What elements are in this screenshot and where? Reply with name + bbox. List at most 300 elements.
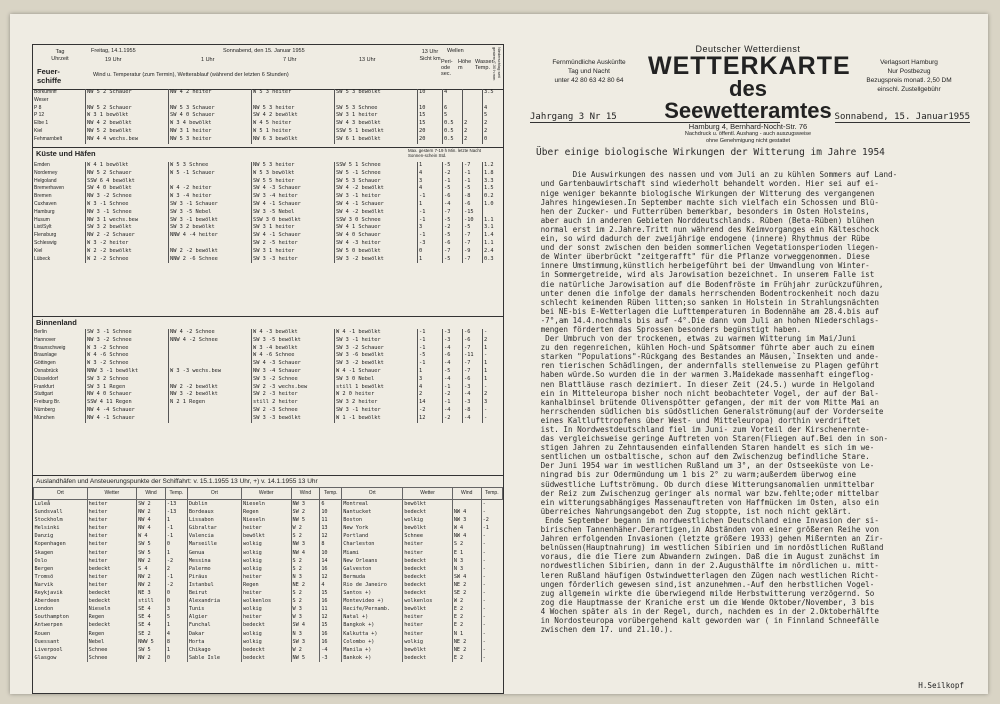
- table-cell: SW 4 -3 heiter: [335, 240, 418, 248]
- column-header: Temp.: [165, 488, 187, 500]
- table-cell: 3: [165, 605, 187, 613]
- table-cell: SW 3 -5 Nebel: [252, 209, 335, 217]
- table-cell: -1: [418, 209, 443, 217]
- table-cell: SW 3 -2 bewölkt: [335, 256, 418, 264]
- table-cell: heiter: [87, 557, 137, 565]
- table-cell: -1: [418, 329, 443, 337]
- table-cell: NNW 4 -4 heiter: [169, 232, 252, 240]
- table-cell: NW 3 -4 Schauer: [252, 368, 335, 376]
- table-cell: -: [481, 621, 502, 629]
- table-cell: [463, 105, 483, 113]
- table-cell: NW 4 -4 Schauer: [86, 407, 169, 415]
- time-13: 13 Uhr: [359, 57, 376, 63]
- table-cell: -5: [443, 368, 463, 376]
- table-cell: 3: [483, 399, 504, 407]
- table-cell: Berlin: [34, 329, 47, 335]
- table-cell: 1: [165, 516, 187, 524]
- table-cell: Skagen: [34, 549, 54, 556]
- table-cell: 1.0: [483, 201, 504, 209]
- table-cell: W 3: [291, 613, 320, 621]
- table-cell: 1: [418, 201, 443, 209]
- table-cell: NW 2: [137, 508, 166, 516]
- table-cell: Nieseln: [241, 500, 291, 509]
- table-cell: SW 3 -1 heiter: [335, 407, 418, 415]
- periode-label: Peri-ode sec.: [441, 59, 453, 77]
- time-13b: 13 Uhr: [421, 49, 439, 55]
- table-cell: NW 5 3 heiter: [252, 162, 335, 170]
- table-cell: heiter: [87, 581, 137, 589]
- table-cell: bewölkt: [403, 605, 453, 613]
- table-cell: 6: [320, 500, 342, 509]
- auslandhafen-row: [34, 630, 503, 638]
- table-cell: 12: [320, 532, 342, 540]
- table-cell: 0: [418, 248, 443, 256]
- binnen-row: [33, 337, 503, 345]
- table-cell: NW 4 -1 Schauer: [86, 415, 169, 423]
- table-cell: 1: [165, 621, 187, 629]
- table-cell: SW 4 -1 Schauer: [252, 232, 335, 240]
- table-cell: -3: [320, 654, 342, 662]
- table-cell: N 3: [452, 557, 481, 565]
- table-cell: -1: [443, 399, 463, 407]
- table-cell: 16: [320, 565, 342, 573]
- table-cell: [169, 352, 252, 360]
- table-cell: heiter: [403, 621, 453, 629]
- table-cell: 10: [418, 89, 443, 97]
- table-cell: W 4 -2 heiter: [169, 185, 252, 193]
- table-cell: -6: [443, 193, 463, 201]
- table-cell: NW 5 3 heiter: [169, 136, 252, 144]
- table-cell: 11: [320, 605, 342, 613]
- table-cell: Danzig: [34, 533, 54, 540]
- table-cell: SW 5: [137, 540, 166, 548]
- table-cell: -7: [443, 209, 463, 217]
- table-cell: Stuttgart: [34, 391, 53, 398]
- table-cell: 2: [483, 391, 504, 399]
- auslandhafen-row: [34, 613, 503, 621]
- sonnen-label: Sonnen-schein Std.: [408, 153, 447, 158]
- table-cell: Sable Isle: [187, 654, 241, 662]
- binnen-row: [33, 407, 503, 415]
- table-cell: Beirut: [187, 589, 241, 597]
- table-cell: NW 5 3 heiter: [252, 105, 335, 113]
- table-cell: -5: [443, 217, 463, 225]
- table-cell: 12: [320, 613, 342, 621]
- auslandhafen-row: [34, 605, 503, 613]
- table-cell: [169, 240, 252, 248]
- table-cell: Funchal: [187, 621, 241, 629]
- table-cell: W 5 -1 Schauer: [169, 170, 252, 178]
- table-cell: W 5 3 bewölkt: [252, 170, 335, 178]
- table-cell: -11: [463, 352, 483, 360]
- table-cell: -3: [463, 399, 483, 407]
- table-cell: -: [481, 597, 502, 605]
- table-cell: SW 3 2 bewölkt: [169, 224, 252, 232]
- table-cell: SW 3 1 heiter: [252, 248, 335, 256]
- table-cell: Weser: [34, 96, 49, 103]
- kueste-row: [33, 170, 503, 178]
- table-cell: 2: [463, 120, 483, 128]
- table-cell: SW 4 -3 Schauer: [252, 360, 335, 368]
- table-cell: -5: [443, 162, 463, 170]
- table-cell: Glasgow: [34, 654, 57, 661]
- table-cell: N 3: [452, 565, 481, 573]
- column-header: Wetter: [403, 488, 453, 500]
- table-cell: Nantucket: [342, 508, 403, 516]
- table-cell: heiter: [241, 573, 291, 581]
- table-cell: SSW 5 1 bewölkt: [335, 128, 418, 136]
- table-cell: -8: [463, 407, 483, 415]
- table-cell: W 3 -3 wechs.bew: [169, 368, 252, 376]
- table-cell: heiter: [403, 630, 453, 638]
- table-cell: NW 5 2 Schauer: [86, 105, 169, 113]
- table-cell: Genua: [187, 549, 241, 557]
- table-cell: heiter: [87, 540, 137, 548]
- table-cell: [463, 97, 483, 105]
- table-cell: NW 2: [137, 573, 166, 581]
- table-cell: NW 5 2 Schauer: [86, 170, 169, 178]
- table-cell: SE 2: [137, 630, 166, 638]
- table-cell: 0: [165, 654, 187, 662]
- kueste-row: [33, 193, 503, 201]
- table-cell: -2: [443, 170, 463, 178]
- table-cell: NE 2: [452, 638, 481, 646]
- table-cell: bewölkt: [403, 500, 453, 509]
- table-cell: SW 5 3 bewölkt: [335, 89, 418, 97]
- auslandhafen-row: [34, 508, 503, 516]
- table-cell: 4: [418, 384, 443, 392]
- table-cell: [169, 97, 252, 105]
- table-cell: NE 2: [291, 581, 320, 589]
- auslandhaefen-table: [33, 487, 503, 662]
- table-cell: [452, 500, 481, 509]
- table-cell: NW 4 4 wechs.bew: [86, 136, 169, 144]
- auslandhafen-row: [34, 638, 503, 646]
- table-cell: W 5 3 Schnee: [169, 162, 252, 170]
- table-cell: 16: [320, 638, 342, 646]
- table-cell: -: [481, 532, 502, 540]
- table-cell: Bermuda: [342, 573, 403, 581]
- article-title: Über einige biologische Wirkungen der Witterung im Jahre 1954: [536, 147, 885, 159]
- table-cell: 13: [320, 524, 342, 532]
- table-cell: 1: [418, 256, 443, 264]
- table-cell: -: [481, 573, 502, 581]
- table-cell: heiter: [403, 549, 453, 557]
- table-cell: -1: [165, 532, 187, 540]
- table-cell: Sundsvall: [34, 509, 63, 516]
- table-cell: SW 3 -3 heiter: [252, 256, 335, 264]
- table-cell: -6: [463, 201, 483, 209]
- kueste-row: [33, 217, 503, 225]
- table-cell: Schnee: [87, 654, 137, 662]
- table-cell: Dakar: [187, 630, 241, 638]
- table-cell: W 3 -2 Schnee: [86, 360, 169, 368]
- table-cell: 3: [418, 376, 443, 384]
- table-cell: 16: [320, 630, 342, 638]
- table-cell: -: [481, 540, 502, 548]
- table-cell: -: [481, 646, 502, 654]
- table-cell: W 5 1 heiter: [252, 128, 335, 136]
- table-cell: NW 3: [291, 540, 320, 548]
- table-cell: S 2: [291, 589, 320, 597]
- table-cell: NE 3: [137, 589, 166, 597]
- column-header: Wind: [452, 488, 481, 500]
- table-cell: Gibraltar: [187, 524, 241, 532]
- weather-map-sheet: [10, 14, 988, 694]
- table-cell: NW 4: [291, 549, 320, 557]
- sicht-label: Sicht km: [419, 56, 441, 62]
- table-cell: heiter: [87, 524, 137, 532]
- table-cell: NW 3: [291, 500, 320, 509]
- uhrzeit-label: Uhrzeit: [51, 56, 69, 62]
- table-cell: -: [483, 407, 504, 415]
- table-cell: 4: [443, 89, 463, 97]
- table-cell: Boston: [342, 516, 403, 524]
- table-cell: [169, 345, 252, 353]
- table-cell: NW 3 -2 bewölkt: [169, 391, 252, 399]
- table-cell: 15: [418, 120, 443, 128]
- table-cell: SW 3 2 heiter: [335, 399, 418, 407]
- table-cell: -6: [443, 352, 463, 360]
- table-cell: W 4: [137, 532, 166, 540]
- publisher: Deutscher Wetterdienst: [695, 44, 801, 54]
- table-cell: -6: [443, 240, 463, 248]
- kueste-row: [33, 224, 503, 232]
- table-cell: 1: [418, 368, 443, 376]
- table-cell: -8: [463, 193, 483, 201]
- auslandhafen-row: [34, 549, 503, 557]
- table-cell: Schleswig: [34, 239, 57, 246]
- table-cell: W 2 -2 Schnee: [86, 256, 169, 264]
- table-cell: 1: [483, 345, 504, 353]
- table-cell: 0: [165, 589, 187, 597]
- table-cell: -: [481, 557, 502, 565]
- table-cell: S 2: [291, 565, 320, 573]
- table-cell: -: [481, 581, 502, 589]
- feuerschiff-row: [33, 97, 503, 105]
- table-cell: 2: [483, 128, 504, 136]
- table-cell: Dublin: [187, 500, 241, 509]
- kueste-row: [33, 248, 503, 256]
- table-cell: -9: [463, 248, 483, 256]
- wellen-label: Wellen: [447, 48, 464, 54]
- table-cell: Algier: [187, 613, 241, 621]
- table-cell: 5: [165, 613, 187, 621]
- kueste-row: [33, 209, 503, 217]
- table-cell: [169, 376, 252, 384]
- table-cell: -3: [418, 240, 443, 248]
- table-cell: heiter: [241, 613, 291, 621]
- table-cell: heiter: [403, 613, 453, 621]
- table-cell: E 2: [452, 654, 481, 662]
- issue-date: Sonnabend, 15. Januar1955: [834, 112, 970, 122]
- table-cell: München: [34, 414, 55, 421]
- kueste-row: [33, 232, 503, 240]
- table-cell: Lübeck: [34, 255, 51, 262]
- table-cell: -2: [443, 224, 463, 232]
- table-cell: Santos +): [342, 589, 403, 597]
- table-cell: -2: [481, 516, 502, 524]
- article: [536, 130, 966, 643]
- table-cell: W 4 -3 bewölkt: [252, 329, 335, 337]
- table-cell: -7: [463, 240, 483, 248]
- table-cell: P 8: [34, 104, 42, 111]
- table-cell: [252, 97, 335, 105]
- table-cell: S 2: [452, 540, 481, 548]
- table-cell: -: [483, 352, 504, 360]
- table-cell: Elbe 1: [34, 120, 49, 127]
- table-cell: SW 3 -1 Schauer: [169, 201, 252, 209]
- table-cell: SW 2 -3 wechs.bew: [252, 384, 335, 392]
- table-cell: -2: [418, 407, 443, 415]
- table-cell: S 2: [291, 597, 320, 605]
- table-cell: 2: [483, 337, 504, 345]
- table-cell: Horta: [187, 638, 241, 646]
- table-cell: -5: [463, 224, 483, 232]
- table-cell: -5: [463, 185, 483, 193]
- table-cell: SW 3 1 heiter: [335, 112, 418, 120]
- table-cell: 16: [320, 597, 342, 605]
- column-header: Ort: [187, 488, 241, 500]
- table-cell: W 5 3 heiter: [252, 89, 335, 97]
- table-cell: NW 4 2 heiter: [169, 89, 252, 97]
- table-cell: SW 3 1 heiter: [252, 224, 335, 232]
- table-cell: Norderney: [34, 169, 58, 176]
- table-cell: SW 5 3 Schnee: [335, 105, 418, 113]
- table-cell: Regen: [241, 508, 291, 516]
- table-cell: 2: [463, 128, 483, 136]
- table-cell: bedeckt: [403, 565, 453, 573]
- table-cell: -: [481, 565, 502, 573]
- table-cell: Hannover: [34, 336, 56, 343]
- table-cell: -1: [418, 193, 443, 201]
- table-cell: SW 3 -5 bewölkt: [252, 337, 335, 345]
- table-cell: -6: [463, 329, 483, 337]
- table-cell: Tunis: [187, 605, 241, 613]
- kueste-row: [33, 240, 503, 248]
- table-cell: -6: [463, 337, 483, 345]
- niederschlag-label: Niederschlag seit gestern 7.30 h mm: [492, 47, 502, 81]
- table-cell: SE 4: [137, 621, 166, 629]
- table-cell: -3: [443, 337, 463, 345]
- table-cell: 1.1: [483, 217, 504, 225]
- table-cell: Southampton: [34, 614, 69, 621]
- table-cell: 2.4: [483, 248, 504, 256]
- table-cell: Alexandria: [187, 597, 241, 605]
- table-cell: W 3 -2 Schnee: [86, 345, 169, 353]
- table-cell: Messina: [187, 557, 241, 565]
- table-cell: New Orleans: [342, 557, 403, 565]
- table-cell: Helsinki: [34, 525, 60, 532]
- table-cell: E 2: [452, 605, 481, 613]
- table-cell: SSW 3 0 Schnee: [335, 217, 418, 225]
- kueste-row: [33, 162, 503, 170]
- table-cell: Rio de Janeiro: [342, 581, 403, 589]
- table-cell: SW 5 0 bewölkt: [335, 248, 418, 256]
- table-cell: SW 3 -5 Nebel: [169, 209, 252, 217]
- table-cell: NW 3 -2 Schnee: [86, 337, 169, 345]
- table-cell: NW 6 3 bewölkt: [252, 136, 335, 144]
- table-cell: -15: [463, 209, 483, 217]
- table-cell: SW 4 0 Schauer: [169, 112, 252, 120]
- table-cell: NW 4: [137, 524, 166, 532]
- table-cell: W 4 -1 Schauer: [335, 368, 418, 376]
- table-cell: W 3 -1 Schnee: [86, 201, 169, 209]
- table-cell: -5: [443, 185, 463, 193]
- table-cell: [169, 360, 252, 368]
- wind-note: Wind u. Temperatur (zum Termin), Wetterablauf (während der letzten 6 Stunden): [93, 72, 289, 78]
- table-cell: Marseille: [187, 540, 241, 548]
- table-cell: NNW 3 -1 bewölkt: [86, 368, 169, 376]
- auslandhafen-row: [34, 532, 503, 540]
- auslandhafen-row: [34, 565, 503, 573]
- auslandhafen-row: [34, 621, 503, 629]
- table-cell: -1: [165, 573, 187, 581]
- table-cell: W 3 -2 heiter: [86, 240, 169, 248]
- table-cell: NW 3 -2 Schnee: [86, 193, 169, 201]
- table-cell: S 4: [137, 565, 166, 573]
- table-cell: 3: [418, 178, 443, 186]
- table-cell: SW 4 -1 Schauer: [252, 201, 335, 209]
- table-cell: SW 4 -3 Schauer: [252, 185, 335, 193]
- binnen-section-title: Binnenland: [33, 316, 504, 329]
- table-cell: Bangkok +): [342, 621, 403, 629]
- time-7: 7 Uhr: [283, 57, 297, 63]
- table-cell: Istanbul: [187, 581, 241, 589]
- table-cell: NW 4 2 bewölkt: [86, 120, 169, 128]
- table-cell: [418, 97, 443, 105]
- table-cell: -7: [463, 232, 483, 240]
- table-cell: [463, 112, 483, 120]
- table-cell: SW 3 -2 Schnee: [252, 376, 335, 384]
- auslandhaefen-title: Auslandhäfen und Ansteuerungspunkte der Schiffahrt: v. 15.1.1955 13 Uhr, +) v. 14.1.1955 13 Uhr: [33, 475, 503, 487]
- table-cell: Cuxhaven: [34, 200, 57, 207]
- column-header: Wetter: [241, 488, 291, 500]
- table-cell: Piräus: [187, 573, 241, 581]
- table-cell: SE 4: [137, 613, 166, 621]
- table-cell: 2: [483, 120, 504, 128]
- table-cell: Fehmarnbelt: [34, 135, 63, 142]
- table-cell: SW 3 -1 bewölkt: [169, 217, 252, 225]
- table-cell: SW 4 -2 bewölkt: [335, 185, 418, 193]
- kueste-row: [33, 178, 503, 186]
- binnen-row: [33, 368, 503, 376]
- table-cell: NW 3 -1 Schnee: [86, 209, 169, 217]
- table-cell: SSW 5 1 Schnee: [335, 162, 418, 170]
- table-cell: SW 3 -1 Schnee: [86, 329, 169, 337]
- table-cell: Portland: [342, 532, 403, 540]
- table-cell: Montevideo +): [342, 597, 403, 605]
- auslandhafen-row: [34, 646, 503, 654]
- feuerschiff-row: [33, 105, 503, 113]
- table-cell: Montreal: [342, 500, 403, 509]
- reprint-notice-1: Nachdruck u. öffentl. Aushang - auch auszugsweise: [684, 131, 812, 137]
- table-cell: -: [481, 605, 502, 613]
- table-cell: -4: [443, 345, 463, 353]
- table-cell: 2: [463, 136, 483, 144]
- tag-label: Tag: [55, 49, 65, 55]
- table-cell: 11: [320, 516, 342, 524]
- table-cell: SW 3 1 Regen: [86, 384, 169, 392]
- auslandhafen-row: [34, 589, 503, 597]
- binnen-row: [33, 360, 503, 368]
- table-cell: SSW 3 0 bewölkt: [252, 217, 335, 225]
- table-cell: Bergen: [34, 565, 54, 572]
- table-cell: W 3 4 bewölkt: [169, 120, 252, 128]
- table-cell: SW 4 0 Schauer: [335, 232, 418, 240]
- table-cell: Luleå: [34, 501, 51, 507]
- binnen-row: [33, 391, 503, 399]
